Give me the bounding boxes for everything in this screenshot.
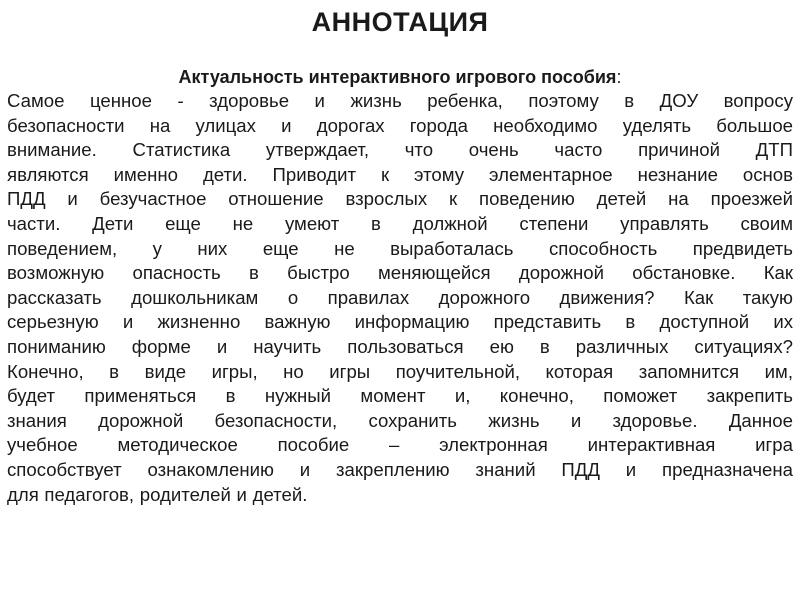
body-line-2: безопасности на улицах и дорогах города необходимо уделять большое: [7, 114, 793, 136]
body-line-14: знания дорожной безопасности, сохранить жизнь и здоровье. Данное: [7, 409, 793, 431]
body-line-15: учебное методическое пособие – электронная интерактивная игра: [7, 434, 793, 456]
annotation-body: [7, 89, 793, 507]
body-line-17: для педагогов, родителей и детей.: [7, 483, 308, 505]
subtitle-colon: :: [616, 67, 622, 87]
body-line-11: пониманию форме и научить пользоваться ею в различных ситуациях?: [7, 335, 793, 357]
body-line-5: ПДД и безучастное отношение взрослых к поведению детей на проезжей: [7, 188, 793, 210]
body-line-3: внимание. Статистика утверждает, что очень часто причиной ДТП: [7, 139, 793, 161]
page-title: АННОТАЦИЯ: [311, 7, 489, 37]
body-line-9: рассказать дошкольникам о правилах дорожного движения? Как такую: [7, 286, 793, 308]
subtitle: [0, 65, 800, 89]
body-line-10: серьезную и жизненно важную информацию представить в доступной их: [7, 311, 793, 333]
body-line-8: возможную опасность в быстро меняющейся дорожной обстановке. Как: [7, 262, 793, 284]
body-line-4: являются именно дети. Приводит к этому элементарное незнание основ: [7, 163, 793, 185]
body-line-12: Конечно, в виде игры, но игры поучительной, которая запомнится им,: [7, 360, 793, 382]
body-line-7: поведением, у них еще не выработалась способность предвидеть: [7, 237, 793, 259]
body-line-16: способствует ознакомлению и закреплению знаний ПДД и предназначена: [7, 458, 793, 480]
body-line-6: части. Дети еще не умеют в должной степени управлять своим: [7, 212, 793, 234]
body-line-1: Самое ценное - здоровье и жизнь ребенка, поэтому в ДОУ вопросу: [7, 90, 793, 111]
subtitle-heading: Актуальность интерактивного игрового пособия: [178, 67, 617, 87]
body-line-13: будет применяться в нужный момент и, конечно, поможет закрепить: [7, 385, 793, 407]
